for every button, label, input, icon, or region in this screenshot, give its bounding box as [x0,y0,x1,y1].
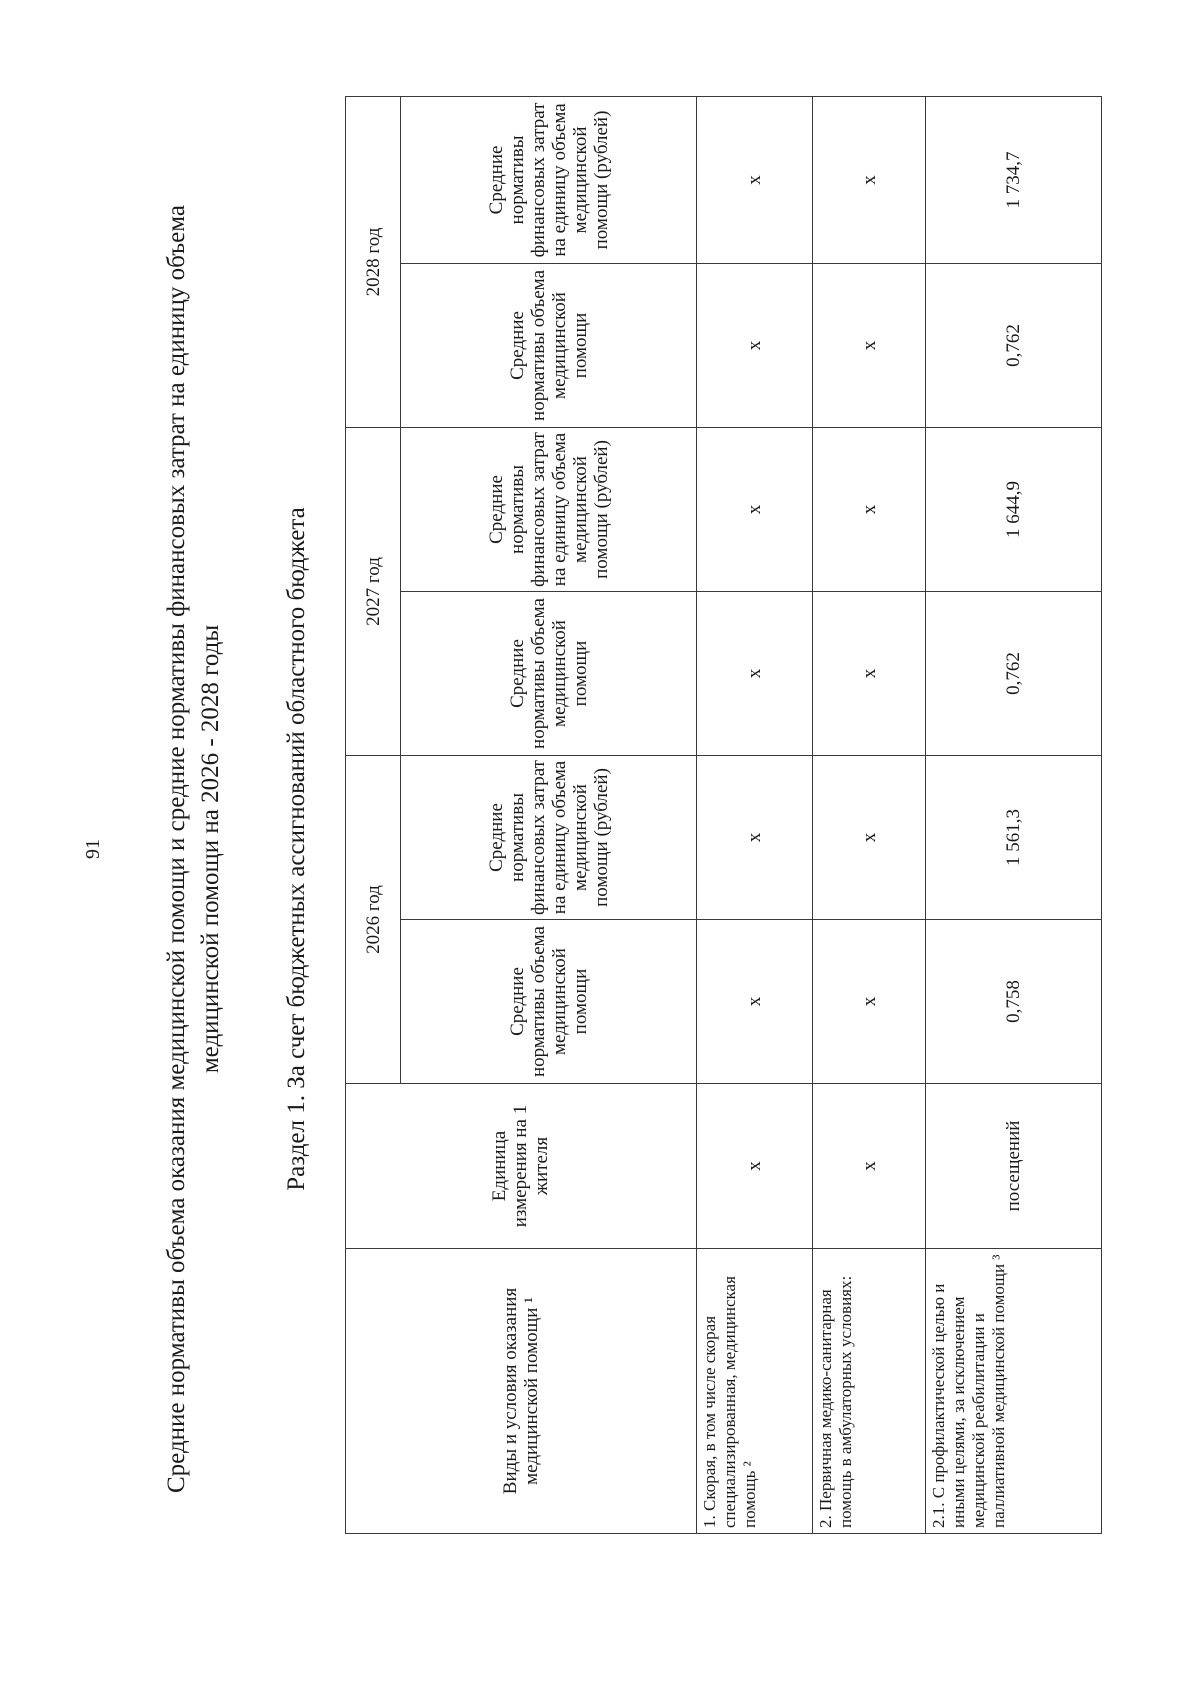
title-line-2: медицинской помощи на 2026 - 2028 годы [197,624,224,1074]
document-title [160,0,228,1698]
cell-cost-2027: х [813,427,926,591]
header-year-2028: 2028 год [346,96,401,427]
cell-cost-2028: х [813,96,926,263]
page-number: 91 [82,839,104,859]
header-types: Виды и условия оказания медицинской помощи ¹ [346,1249,697,1534]
header-volume-2027: Средние нормативы объема медицинской помощи [401,591,697,755]
row-label: 2.1. С профилактической целью и иными целями, за исключением медицинской реабилитации и паллиативной медицинской помощи ³ [926,1249,1102,1534]
cell-unit: посещений [926,1084,1102,1249]
row-label: 2. Первичная медико-санитарная помощь в амбулаторных условиях: [813,1249,926,1534]
cell-cost-2026: х [813,755,926,919]
cell-volume-2027: х [813,591,926,755]
cell-volume-2027: 0,762 [926,591,1102,755]
header-volume-2028: Средние нормативы объема медицинской помощи [401,263,697,427]
header-cost-2028: Средние нормативы финансовых затрат на единицу объема медицинской помощи (рублей) [401,96,697,263]
header-year-2027: 2027 год [346,427,401,755]
cell-volume-2028: 0,762 [926,263,1102,427]
cell-cost-2026: х [696,755,812,919]
title-line-1: Средние нормативы объема оказания медицинской помощи и средние нормативы финансовых затрат на единицу объема [163,205,190,1493]
table-row [696,96,812,1533]
header-unit: Единица измерения на 1 жителя [346,1084,697,1249]
table-row [926,96,1102,1533]
cell-cost-2028: 1 734,7 [926,96,1102,263]
cell-volume-2026: 0,758 [926,920,1102,1084]
section-title: Раздел 1. За счет бюджетных ассигнований областного бюджета [283,507,310,1191]
cell-unit: х [696,1084,812,1249]
cell-volume-2026: х [813,920,926,1084]
cell-cost-2028: х [696,96,812,263]
cell-volume-2027: х [696,591,812,755]
cell-cost-2026: 1 561,3 [926,755,1102,919]
header-row-years [346,96,401,1533]
cell-unit: х [813,1084,926,1249]
row-label: 1. Скорая, в том числе скорая специализированная, медицинская помощь ² [696,1249,812,1534]
cell-volume-2028: х [696,263,812,427]
header-volume-2026: Средние нормативы объема медицинской помощи [401,920,697,1084]
header-cost-2027: Средние нормативы финансовых затрат на единицу объема медицинской помощи (рублей) [401,427,697,591]
header-year-2026: 2026 год [346,755,401,1083]
table-row [813,96,926,1533]
norms-table [345,96,1102,1534]
cell-cost-2027: х [696,427,812,591]
cell-volume-2026: х [696,920,812,1084]
cell-cost-2027: 1 644,9 [926,427,1102,591]
cell-volume-2028: х [813,263,926,427]
header-cost-2026: Средние нормативы финансовых затрат на единицу объема медицинской помощи (рублей) [401,755,697,919]
